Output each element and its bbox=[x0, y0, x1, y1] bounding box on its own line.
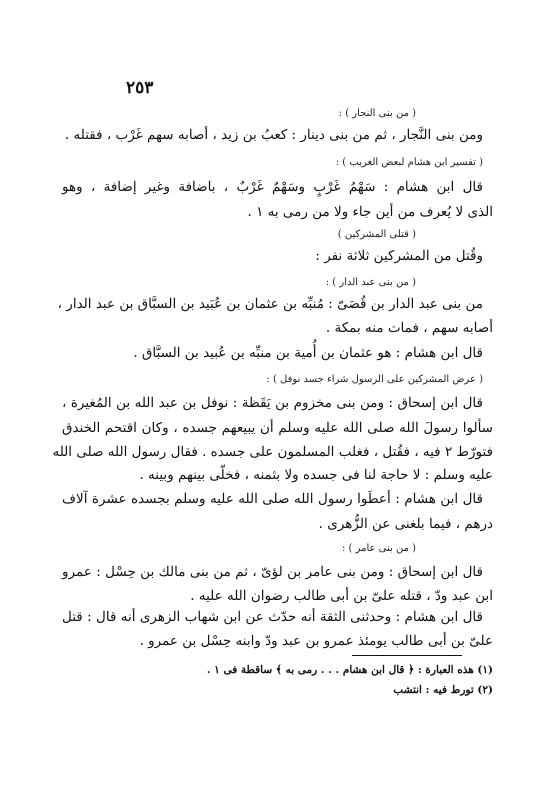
text-line: قال ابن هشام : وحدثنى الثقة أنه حدّث عن ابن شهاب الزهرى أنه قال : قتل bbox=[62, 609, 483, 625]
section-heading-bani-najjar: ( من بنى النجار ) : bbox=[338, 108, 416, 119]
text-line: قال ابن إسحاق : ومن بنى مخزوم بن يَقَظة : نوفل بن عبد الله بن المُغيرة ، bbox=[62, 395, 483, 411]
text-line: قال ابن هشام : سَهْمُ غَرْبٍ وسَهْمٌ غَرْبٌ ، باضافة وغير إضافة ، وهو bbox=[62, 179, 483, 195]
text-line: عليه وسلم : لا حاجة لنا فى جسده ولا بثمنه ، فخلّى بينهم وبينه . bbox=[139, 467, 493, 483]
section-heading-tafsir: ( تفسير ابن هشام لبعض الغريب ) : bbox=[335, 157, 483, 168]
text-line: أصابه سهم ، فمات منه بمكة . bbox=[325, 320, 493, 336]
text-line: قال ابن إسحاق : ومن بنى عامر بن لؤىّ ، ثم من بنى مالك بن حِسْل : عمرو bbox=[62, 564, 483, 580]
text-line: وقُتل من المشركين ثلاثة نفر : bbox=[315, 248, 483, 264]
text-line: فتورّط ٢ فيه ، فقُتل ، فغلب المسلمون على جسده . فقال رسول الله صلى الله bbox=[52, 444, 493, 460]
section-heading-jasad: ( عرض المشركين على الرسول شراء جسد نوفل ) : bbox=[266, 374, 483, 385]
footnote-divider bbox=[352, 655, 462, 656]
page-number: ٢٥٣ bbox=[126, 78, 154, 98]
footnote: (١) هذه العبارة : ﴿ قال ابن هشام . . . رمى به ﴾ ساقطة فى ١ . bbox=[206, 664, 493, 676]
text-line: درهم ، فيما بلغنى عن الزُّهرى . bbox=[318, 516, 493, 532]
text-line: ابن عبد ودّ ، قتله علىّ بن أبى طالب رضوان الله عليه . bbox=[190, 588, 493, 604]
text-line: سألوا رسولَ الله صلى الله عليه وسلم أن يبيعهم جسده ، وكان اقتحم الخندق bbox=[62, 420, 493, 436]
text-line: علىّ بن أبى طالب يومئذ عمرو بن عبد ودّ وابنه حِسْل بن عمرو . bbox=[139, 633, 493, 649]
section-heading-qatla: ( قتلى المشركين ) bbox=[337, 229, 416, 240]
text-line: قال ابن هشام : هو عثمان بن أُمية بن منبِّه بن عُبيد بن السبَّاق . bbox=[133, 345, 483, 361]
text-line: من بنى عبد الدار بن قُصَىّ : مُنبِّه بن عثمان بن عُبَيد بن السبَّاق بن عبد الدار ، bbox=[57, 296, 483, 312]
section-heading-abd-dar: ( من بنى عبد الدار ) : bbox=[325, 277, 416, 288]
footnote: (٢) تورط فيه : انتشب bbox=[393, 684, 493, 696]
text-line: الذى لا يُعرف من أين جاء ولا من رمى به ١ . bbox=[247, 204, 493, 220]
text-line: قال ابن هشام : أعطَوا رسول الله صلى الله عليه وسلم بجسده عشرة آلاف bbox=[62, 491, 483, 507]
section-heading-amir: ( من بنى عامر ) : bbox=[341, 543, 416, 554]
text-line: ومن بنى النَّجار ، ثم من بنى دينار : كعبُ بن زيد ، أصابه سهم غَرْب ، فقتله . bbox=[64, 127, 483, 143]
